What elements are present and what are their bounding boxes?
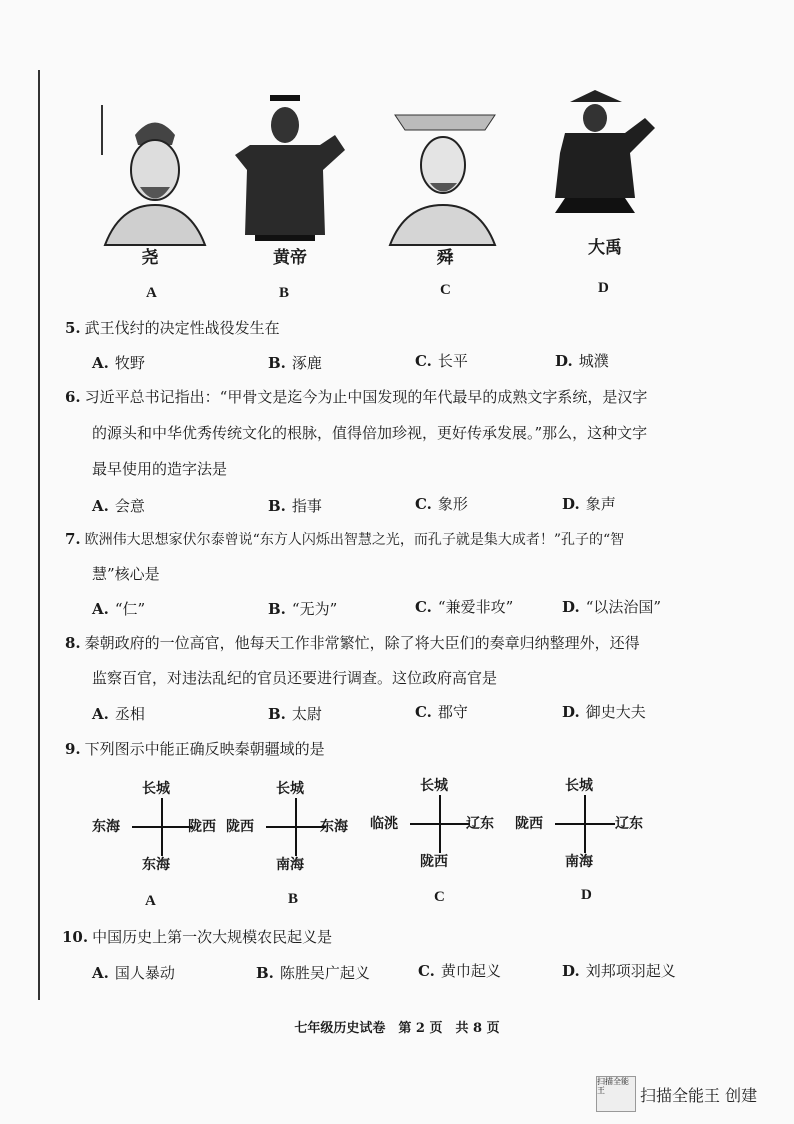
figure-letter-d: D [598, 280, 609, 296]
figure-caption-dayu: 大禹 [588, 238, 622, 258]
map-east-label: 陇西 [188, 819, 216, 835]
figure-letter-c: C [440, 282, 451, 298]
map-letter-d: D [581, 887, 592, 903]
map-north-label: 长城 [142, 781, 170, 797]
question-text: 下列图示中能正确反映秦朝疆域的是 [84, 740, 325, 758]
figure-caption-yao: 尧 [141, 248, 159, 268]
question-7 [65, 529, 624, 550]
map-south-label: 南海 [565, 854, 593, 870]
axis-vertical [439, 795, 441, 853]
option-8d[interactable]: D. 御史大夫 [562, 703, 646, 721]
question-text: 武王伐纣的决定性战役发生在 [84, 319, 280, 337]
question-number: 6. [65, 388, 81, 406]
map-option-d[interactable] [515, 775, 665, 885]
question-6 [65, 387, 647, 407]
question-5 [65, 318, 280, 338]
option-8c[interactable]: C. 郡守 [415, 703, 468, 721]
question-10 [62, 927, 332, 947]
page-footer: 七年级历史试卷 第 2 页 共 8 页 [294, 1021, 500, 1036]
map-east-label: 东海 [320, 819, 348, 835]
map-south-label: 南海 [276, 857, 304, 873]
option-7d[interactable]: D. “以法治国” [562, 598, 662, 616]
option-5d[interactable]: D. 城濮 [555, 352, 609, 370]
question-7-line-2: 慧”核心是 [92, 565, 160, 583]
figure-caption-huangdi: 黄帝 [273, 248, 307, 268]
option-8b[interactable]: B. 太尉 [268, 705, 322, 723]
map-north-label: 长城 [420, 778, 448, 794]
map-option-b[interactable] [226, 778, 376, 888]
map-west-label: 陇西 [515, 816, 543, 832]
option-7a[interactable]: A. “仁” [92, 600, 146, 618]
question-6-line-3: 最早使用的造字法是 [92, 460, 228, 478]
map-letter-b: B [288, 891, 299, 907]
option-7b[interactable]: B. “无为” [268, 600, 338, 618]
question-number: 9. [65, 740, 81, 758]
option-6a[interactable]: A. 会意 [92, 497, 145, 515]
figure-letter-a: A [146, 285, 157, 301]
map-south-label: 东海 [142, 857, 170, 873]
question-number: 10. [62, 928, 89, 946]
question-number: 8. [65, 634, 81, 652]
axis-vertical [584, 795, 586, 853]
scanner-watermark: 扫描全能王 创建 [640, 1086, 758, 1105]
option-10d[interactable]: D. 刘邦项羽起义 [562, 962, 676, 980]
option-5b[interactable]: B. 涿鹿 [268, 354, 322, 372]
question-number: 7. [65, 530, 81, 548]
map-option-a[interactable] [92, 778, 242, 888]
scanner-logo [596, 1076, 636, 1112]
option-5a[interactable]: A. 牧野 [92, 354, 145, 372]
question-text: 中国历史上第一次大规模农民起义是 [92, 928, 333, 946]
option-5c[interactable]: C. 长平 [415, 352, 468, 370]
question-6-line-2: 的源头和中华优秀传统文化的根脉，值得倍加珍视，更好传承发展。”那么，这种文字 [92, 424, 648, 442]
map-west-label: 临洮 [370, 816, 398, 832]
question-text: 秦朝政府的一位高官，他每天工作非常繁忙，除了将大臣们的奏章归纳整理外，还得 [84, 634, 640, 652]
option-6d[interactable]: D. 象声 [562, 495, 616, 513]
question-text: 习近平总书记指出：“甲骨文是迄今为止中国发现的年代最早的成熟文字系统，是汉字 [84, 388, 648, 406]
figure-caption-shun: 舜 [436, 248, 454, 268]
question-8-line-2: 监察百官，对违法乱纪的官员还要进行调查。这位政府高官是 [92, 669, 498, 687]
option-10b[interactable]: B. 陈胜吴广起义 [256, 964, 370, 982]
map-north-label: 长城 [276, 781, 304, 797]
map-east-label: 辽东 [466, 816, 494, 832]
axis-vertical [161, 798, 163, 856]
question-number: 5. [65, 319, 81, 337]
map-option-c[interactable] [370, 775, 520, 885]
question-8 [65, 633, 640, 653]
figure-letter-b: B [279, 285, 290, 301]
map-north-label: 长城 [565, 778, 593, 794]
map-letter-c: C [434, 889, 445, 905]
option-10a[interactable]: A. 国人暴动 [92, 964, 175, 982]
option-6c[interactable]: C. 象形 [415, 495, 468, 513]
option-10c[interactable]: C. 黄巾起义 [418, 962, 501, 980]
map-south-label: 陇西 [420, 854, 448, 870]
option-6b[interactable]: B. 指事 [268, 497, 322, 515]
option-8a[interactable]: A. 丞相 [92, 705, 145, 723]
question-text: 欧洲伟大思想家伏尔泰曾说“东方人闪烁出智慧之光，而孔子就是集大成者！”孔子的“智 [84, 532, 625, 548]
binding-margin-line [38, 70, 40, 1000]
map-west-label: 东海 [92, 819, 120, 835]
map-letter-a: A [145, 893, 156, 909]
map-east-label: 辽东 [615, 816, 643, 832]
map-west-label: 陇西 [226, 819, 254, 835]
scanner-logo-text: 扫描全能王 [597, 1077, 629, 1095]
axis-vertical [295, 798, 297, 856]
question-9 [65, 739, 325, 759]
option-7c[interactable]: C. “兼爱非攻” [415, 598, 514, 616]
